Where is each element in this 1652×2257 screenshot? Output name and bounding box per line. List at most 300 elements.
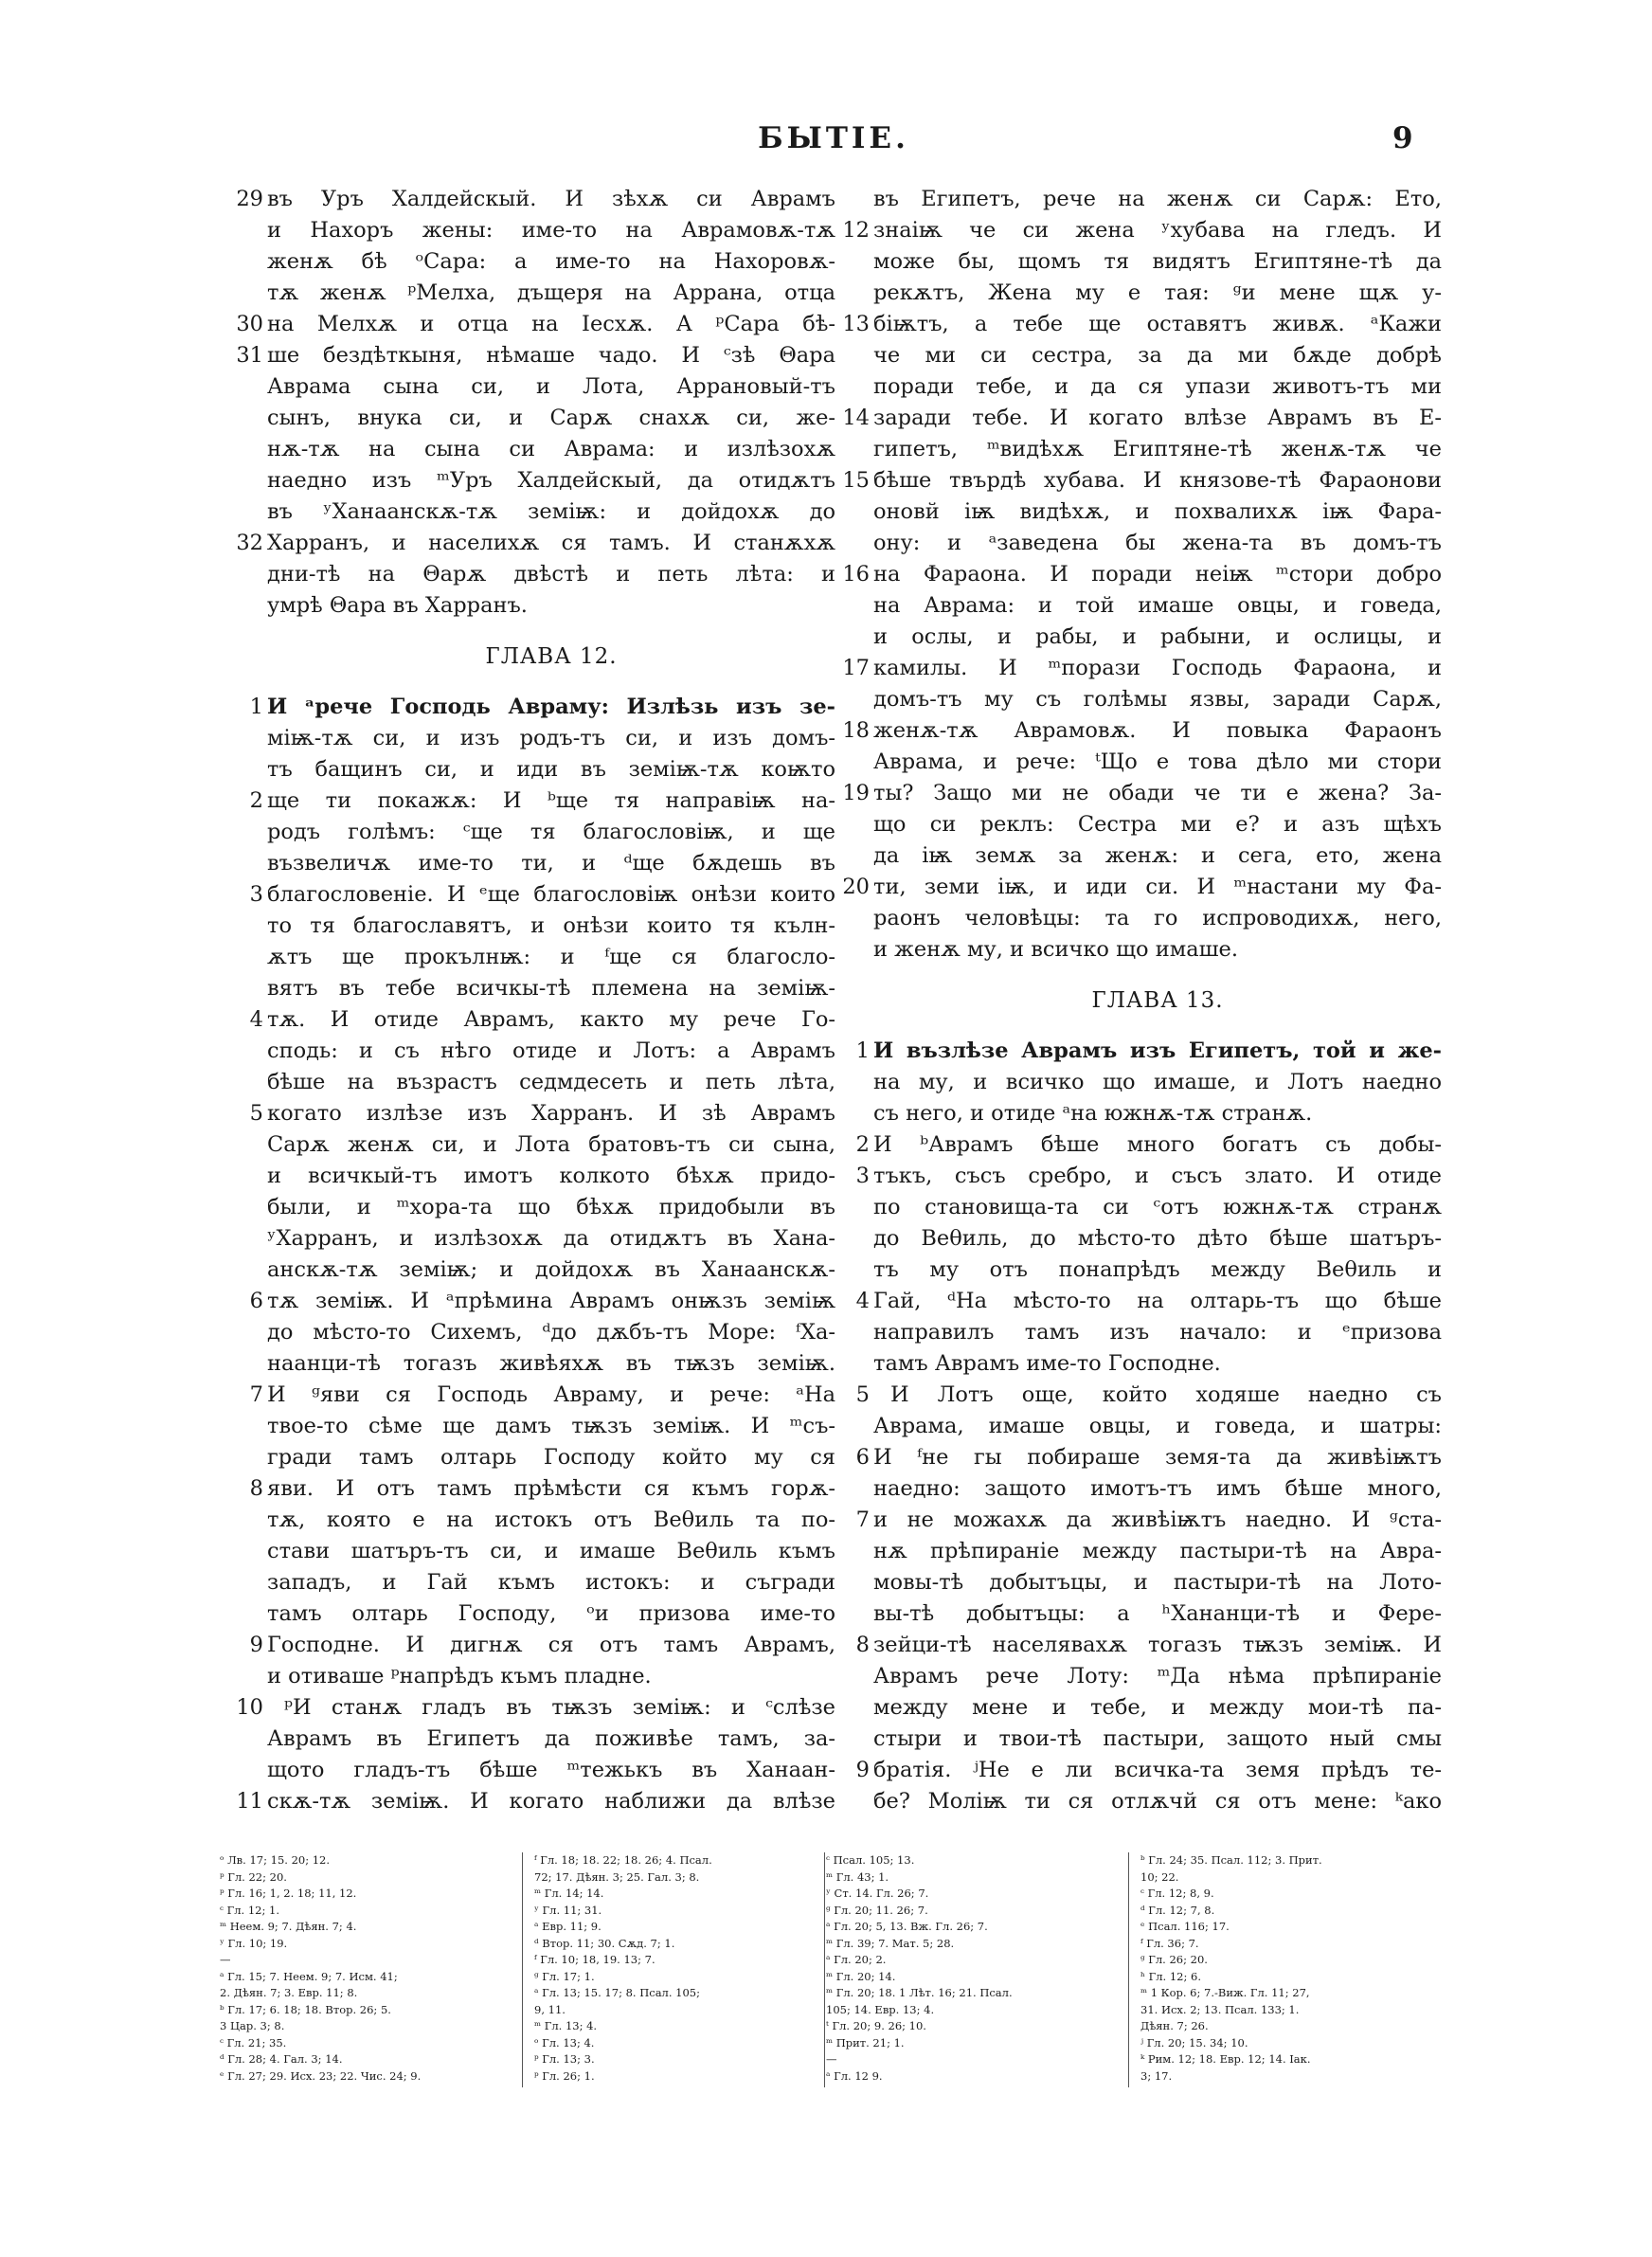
text-line [220, 1192, 835, 1223]
verse-number: 2 [249, 788, 263, 813]
text-line [220, 1348, 835, 1380]
text-line [826, 778, 1442, 809]
text-line [220, 848, 835, 879]
text-line [826, 747, 1442, 778]
verse-number: 17 [842, 656, 870, 680]
text-line [826, 872, 1442, 903]
verse-text: міѭ-тѫ си, и изъ родъ-тъ си, и изъ домъ- [267, 726, 835, 750]
verse-text: направилъ тамъ изъ начало: и ᵉпризова [873, 1320, 1442, 1345]
footnote-line: ᶜ Гл. 21; 35. [220, 2035, 287, 2049]
verse-number: 18 [842, 718, 870, 743]
text-line [220, 1286, 835, 1317]
verse-text: вы-тѣ добытъцы: а ʰХананци-тѣ и Фере- [873, 1601, 1442, 1626]
text-line [220, 1098, 835, 1129]
text-line [826, 1630, 1442, 1661]
verse-number: 6 [855, 1445, 870, 1470]
text-line [220, 465, 835, 497]
text-line [826, 1317, 1442, 1348]
left-column [220, 184, 835, 1817]
text-line [826, 1473, 1442, 1505]
verse-text: поради тебе, и да ся упази животъ-тъ ми [873, 374, 1442, 399]
verse-text: тѫ земіѭ. И ᵃпрѣмина Аврамъ онѭзъ земіѭ [267, 1289, 835, 1313]
verse-text: на Аврама: и той имаше овцы, и говеда, [873, 593, 1442, 618]
verse-text: бе? Моліѭ ти ся отлѫчй ся отъ мене: ᵏако [873, 1789, 1442, 1814]
verse-text: скѫ-тѫ земіѭ. И когато наближи да влѣзе [267, 1789, 835, 1814]
footnote-line: ᵃ Гл. 20; 5, 13. Вж. Гл. 26; 7. [826, 1920, 988, 1933]
text-line [826, 1442, 1442, 1473]
verse-number: 8 [249, 1476, 263, 1501]
text-line [220, 1786, 835, 1817]
footnote-line: ᶠ Гл. 10; 18, 19. 13; 7. [534, 1953, 655, 1966]
verse-text: ону: и ᵃзаведена бы жена-та въ домъ-тъ [873, 531, 1442, 555]
text-line [826, 1161, 1442, 1192]
footnote-line: ʸ Ст. 14. Гл. 26; 7. [826, 1887, 929, 1900]
text-line [826, 371, 1442, 403]
verse-text: сынъ, внука си, и Сарѫ снахѫ си, же- [267, 406, 835, 430]
verse-number: 2 [855, 1132, 870, 1157]
verse-text: ти, земи іѭ, и иди си. И ᵐнастани му Фа- [873, 875, 1442, 899]
verse-text: че ми си сестра, за да ми бѫде добрѣ [873, 343, 1442, 368]
footnotes-right-a [826, 1852, 1120, 2085]
right-column [826, 184, 1442, 1817]
verse-text: домъ-тъ му съ голѣмы язвы, заради Сарѫ, [873, 687, 1442, 712]
verse-text: тѫ женѫ ᵖМелха, дъщеря на Аррана, отца [267, 280, 835, 305]
verse-text: въ Египетъ, рече на женѫ си Сарѫ: Ето, [873, 187, 1442, 211]
footnote-line: ᵍ Гл. 17; 1. [534, 1969, 595, 1983]
verse-text: ще ти покажѫ: И ᵇще тя направіѭ на- [267, 788, 835, 813]
verse-number: 7 [855, 1508, 870, 1532]
verse-text: Харранъ, и населихѫ ся тамъ. И станѫхѫ [267, 531, 835, 555]
footnote-divider [522, 1852, 523, 2087]
verse-number: 9 [249, 1633, 263, 1657]
verse-number: 6 [249, 1289, 263, 1313]
text-line [220, 1630, 835, 1661]
verse-text: Аврама, и рече: ᵗЩо е това дѣло ми стори [873, 749, 1442, 774]
text-line [220, 403, 835, 434]
text-line [220, 1411, 835, 1442]
text-line [826, 1286, 1442, 1317]
verse-text: знаіѭ че си жена ʸхубава на гледъ. И [873, 218, 1442, 243]
page-number: 9 [1392, 121, 1413, 155]
text-line [826, 528, 1442, 559]
verse-number: 13 [842, 312, 870, 336]
footnote-line: ᵏ Рим. 12; 18. Евр. 12; 14. Іак. [1140, 2052, 1311, 2066]
verse-text: сподь: и съ нѣго отиде и Лотъ: а Аврамъ [267, 1038, 835, 1063]
footnote-line: ᵖ Гл. 16; 1, 2. 18; 11, 12. [220, 1887, 357, 1900]
footnote-line: ᵈ Гл. 28; 4. Гал. 3; 14. [220, 2052, 343, 2066]
footnote-line: ᵖ Гл. 22; 20. [220, 1869, 287, 1884]
verse-text: родъ голѣмъ: ᶜще тя благословіѭ, и ще [267, 820, 835, 844]
footnote-line: 3 Цар. 3; 8. [220, 2019, 285, 2032]
text-line [826, 653, 1442, 684]
footnote-line: ᶜ Псал. 105; 13. [826, 1853, 915, 1867]
verse-text: ты? Защо ми не обади че ти е жена? За- [873, 781, 1442, 805]
text-line [220, 246, 835, 278]
text-line [826, 684, 1442, 715]
text-line [826, 1536, 1442, 1567]
text-line [220, 1036, 835, 1067]
chapter-heading: ГЛАВА 12. [485, 644, 618, 669]
verse-text: Гай, ᵈНа мѣсто-то на олтарь-тъ що бѣше [873, 1289, 1442, 1313]
verse-number: 4 [249, 1007, 263, 1032]
footnote-line: ᵐ Гл. 43; 1. [826, 1869, 889, 1884]
text-line [826, 1348, 1442, 1380]
text-line [220, 1536, 835, 1567]
text-line [220, 785, 835, 817]
text-line [220, 1223, 835, 1255]
verse-text: благословеніе. И ᵉще благословіѭ онѣзи които [267, 882, 835, 907]
footnote-line: ᵃ Гл. 13; 15. 17; 8. Псал. 105; [534, 1986, 700, 1999]
verse-text: стави шатъръ-тъ си, и имаше Веθиль къмъ [267, 1539, 835, 1563]
footnote-line: ᵃ Гл. 15; 7. Неем. 9; 7. Исм. 41; [220, 1969, 398, 1983]
text-line [220, 879, 835, 911]
verse-number: 29 [236, 187, 263, 211]
footnotes-left-b [534, 1852, 828, 2085]
footnote-line: 2. Дѣян. 7; 3. Евр. 11; 8. [220, 1986, 358, 1999]
text-line [220, 1004, 835, 1036]
footnote-divider [1128, 1852, 1129, 2087]
verse-text: гради тамъ олтарь Господу който му ся [267, 1445, 835, 1470]
verse-text: да іѭ земѫ за женѫ: и сега, ето, жена [873, 843, 1442, 868]
footnote-line: ᵐ 1 Кор. 6; 7.-Виж. Гл. 11; 27, [1140, 1986, 1310, 1999]
footnote-line: ᵐ Гл. 20; 14. [826, 1969, 896, 1983]
text-line [826, 1505, 1442, 1536]
verse-text: бѣше на възрастъ седмдесеть и петь лѣта, [267, 1070, 835, 1094]
text-line [826, 622, 1442, 653]
footnote-line: ᵈ Гл. 12; 7, 8. [1140, 1903, 1215, 1917]
verse-number: 1 [855, 1038, 870, 1063]
verse-number: 14 [842, 406, 870, 430]
verse-text: рекѫтъ, Жена му е тая: ᵍи мене щѫ у- [873, 280, 1442, 305]
verse-text: наедно изъ ᵐУръ Халдейскый, да отидѫтъ [267, 468, 835, 493]
verse-number: 8 [855, 1633, 870, 1657]
verse-text: възвеличѫ име-то ти, и ᵈще бѫдешь въ [267, 851, 835, 876]
text-line [220, 340, 835, 371]
text-line [220, 692, 835, 723]
verse-text: нѫ-тѫ на сына си Аврама: и излѣзохѫ [267, 437, 835, 461]
verse-number: 32 [236, 531, 263, 555]
footnote-line: ᵐ Гл. 39; 7. Мат. 5; 28. [826, 1936, 955, 1950]
verse-number: 16 [842, 562, 870, 587]
footnote-line: ᵐ Неем. 9; 7. Дѣян. 7; 4. [220, 1920, 357, 1933]
verse-number: 5 [855, 1382, 870, 1407]
footnotes-right-b [1140, 1852, 1434, 2085]
chapter-heading: ГЛАВА 13. [1091, 988, 1224, 1013]
text-line [826, 1411, 1442, 1442]
verse-text: наанци-тѣ тогазъ живѣяхѫ въ тѭзъ земіѭ. [267, 1351, 835, 1376]
verse-text: по становища-та си ᶜотъ южнѫ-тѫ странѫ [873, 1195, 1442, 1219]
verse-number: 12 [842, 218, 870, 243]
text-line [220, 1567, 835, 1598]
footnote-line: ᵐ Прит. 21; 1. [826, 2035, 905, 2049]
text-line [826, 903, 1442, 934]
verse-text: и ослы, и рабы, и рабыни, и ослицы, и [873, 624, 1442, 649]
footnote-line: ᵖ Гл. 26; 1. [534, 2068, 595, 2083]
text-line [220, 1598, 835, 1630]
column-divider [824, 1852, 825, 2087]
text-line [220, 1067, 835, 1098]
verse-text: Сарѫ женѫ си, и Лота братовъ-тъ си сына, [267, 1132, 835, 1157]
footnote-line: ᵐ Гл. 14; 14. [534, 1887, 604, 1900]
text-line [826, 278, 1442, 309]
text-line [826, 1786, 1442, 1817]
text-line [826, 1192, 1442, 1223]
verse-text: въ ʸХанаанскѫ-тѫ земіѭ: и дойдохѫ до [267, 499, 835, 524]
footnote-line: ᵒ Гл. 13; 4. [534, 2035, 595, 2049]
text-line [220, 1129, 835, 1161]
text-line [826, 246, 1442, 278]
verse-text: дни-тѣ на Θарѫ двѣстѣ и петь лѣта: и [267, 562, 835, 587]
footnote-line: ᵃ Евр. 11; 9. [534, 1920, 602, 1933]
text-line [826, 309, 1442, 340]
verse-text: бѣше твърдѣ хубава. И князове-тѣ Фараонови [873, 468, 1442, 493]
verse-number: 9 [855, 1758, 870, 1782]
verse-text: и женѫ му, и всичко що имаше. [873, 937, 1239, 962]
verse-text: И ᶠне гы побираше земя-та да живѣіѭтъ [873, 1445, 1442, 1470]
verse-number: 5 [249, 1101, 263, 1126]
text-line [220, 434, 835, 465]
verse-text: тъ му отъ понапрѣдъ между Веθиль и [873, 1257, 1442, 1282]
text-line [826, 1067, 1442, 1098]
footnote-line: 31. Исх. 2; 13. Псал. 133; 1. [1140, 2002, 1300, 2016]
running-header-title: БЫТІЕ. [758, 121, 909, 155]
verse-text: оновй іѭ видѣхѫ, и похвалихѫ іѭ Фара- [873, 499, 1442, 524]
text-line [220, 371, 835, 403]
text-line [220, 1442, 835, 1473]
text-line [220, 1692, 835, 1724]
text-line [220, 973, 835, 1004]
footnote-line: ᵇ Гл. 17; 6. 18; 18. Втор. 26; 5. [220, 2002, 391, 2016]
verse-text: може бы, щомъ тя видятъ Египтяне-тѣ да [873, 249, 1442, 274]
text-line [826, 497, 1442, 528]
text-line [826, 1223, 1442, 1255]
text-line [220, 1505, 835, 1536]
text-line [826, 1567, 1442, 1598]
verse-text: на Фараона. И поради неіѭ ᵐстори добро [873, 562, 1442, 587]
footnote-line: 10; 22. [1140, 1869, 1179, 1884]
verse-text: тѫ. И отиде Аврамъ, както му рече Го- [267, 1007, 835, 1032]
footnote-line: ᶠ Гл. 18; 18. 22; 18. 26; 4. Псал. [534, 1853, 712, 1867]
verse-text: съ него, и отиде ᵃна южнѫ-тѫ странѫ. [873, 1101, 1313, 1126]
text-line [826, 403, 1442, 434]
text-line [220, 1755, 835, 1786]
verse-text: стыри и твои-тѣ пастыри, защото ный смы [873, 1726, 1442, 1751]
footnote-line: 72; 17. Дѣян. 3; 25. Гал. 3; 8. [534, 1869, 700, 1884]
verse-text: до мѣсто-то Сихемъ, ᵈдо дѫбъ-тъ Море: ᶠХа- [267, 1320, 835, 1345]
text-line [826, 840, 1442, 872]
verse-text: тъ бащинъ си, и иди въ земіѭ-тѫ коѭто [267, 757, 835, 782]
verse-text: зейци-тѣ населявахѫ тогазъ тѭзъ земіѭ. И [873, 1633, 1442, 1657]
footnote-line: ᵖ Гл. 13; 3. [534, 2052, 595, 2066]
text-line [220, 528, 835, 559]
footnote-line: 3; 17. [1140, 2068, 1173, 2083]
text-line [826, 715, 1442, 747]
verse-text: и всичкый-тъ имотъ колкото бѣхѫ придо- [267, 1164, 835, 1188]
footnote-line: ᵉ Гл. 27; 29. Исх. 23; 22. Чис. 24; 9. [220, 2068, 422, 2083]
footnote-line: ᵍ Гл. 26; 20. [1140, 1953, 1208, 1966]
footnotes-left-a [220, 1852, 513, 2085]
footnote-line: Дѣян. 7; 26. [1140, 2019, 1209, 2032]
verse-text: Аврама сына си, и Лота, Аррановый-тъ [267, 374, 835, 399]
verse-text: камилы. И ᵐпорази Господь Фараона, и [873, 656, 1442, 680]
text-line [826, 1255, 1442, 1286]
text-line [826, 465, 1442, 497]
text-line [220, 1317, 835, 1348]
footnote-line: ʰ Гл. 12; 6. [1140, 1969, 1201, 1983]
verse-number: 19 [842, 781, 870, 805]
verse-text: И ᵍяви ся Господь Авраму, и рече: ᵃНа [267, 1382, 835, 1407]
verse-text: братія. ʲНе е ли всичка-та земя прѣдъ те- [873, 1758, 1442, 1782]
text-line [220, 911, 835, 942]
text-line [220, 1661, 835, 1692]
footnote-line: — [220, 1953, 231, 1966]
verse-text-with-initial: И възлѣзе Аврамъ изъ Египетъ, той и же- [873, 1038, 1442, 1063]
verse-number: 7 [249, 1382, 263, 1407]
verse-text: тамъ Аврамъ име-то Господне. [873, 1351, 1221, 1376]
text-line [826, 1380, 1442, 1411]
verse-text: то тя благославятъ, и онѣзи които тя кълн- [267, 913, 835, 938]
text-line [220, 723, 835, 754]
verse-number: 31 [236, 343, 263, 368]
footnote-line: ᵐ Гл. 20; 18. 1 Лѣт. 16; 21. Псал. [826, 1986, 1013, 1999]
text-line [220, 1473, 835, 1505]
verse-text: женѫ-тѫ Аврамовѫ. И повыка Фараонъ [873, 718, 1442, 743]
verse-text: ше бездѣткыня, нѣмаше чадо. И ᶜзѣ Θара [267, 343, 835, 368]
text-line [220, 1380, 835, 1411]
text-line [826, 1724, 1442, 1755]
text-line [826, 590, 1442, 622]
verse-number: 11 [236, 1789, 263, 1814]
text-line [220, 817, 835, 848]
text-line [826, 1661, 1442, 1692]
verse-text: И ᵇАврамъ бѣше много богатъ съ добы- [873, 1132, 1442, 1157]
left-column-text [220, 184, 835, 1817]
verse-text: когато излѣзе изъ Харранъ. И зѣ Аврамъ [267, 1101, 835, 1126]
text-line [826, 809, 1442, 840]
text-line [826, 1129, 1442, 1161]
verse-text: были, и ᵐхора-та що бѣхѫ придобыли въ [267, 1195, 835, 1219]
verse-text: анскѫ-тѫ земіѭ; и дойдохѫ въ Ханаанскѫ- [267, 1257, 835, 1282]
footnote-line: ᵃ Гл. 12 9. [826, 2068, 883, 2083]
verse-number: 4 [855, 1289, 870, 1313]
verse-text: женѫ бѣ ᵒСара: а име-то на Нахоровѫ- [267, 249, 835, 274]
text-line [826, 1755, 1442, 1786]
verse-text: между мене и тебе, и между мои-тѣ па- [873, 1695, 1442, 1720]
text-line [220, 215, 835, 246]
text-line [826, 934, 1442, 966]
verse-text: Аврамъ рече Лоту: ᵐДа нѣма прѣпираніе [873, 1664, 1442, 1688]
footnote-line: ᶜ Гл. 12; 1. [220, 1903, 280, 1917]
verse-text: яви. И отъ тамъ прѣмѣсти ся къмъ горѫ- [267, 1476, 835, 1501]
verse-text: заради тебе. И когато влѣзе Аврамъ въ Е- [873, 406, 1442, 430]
verse-text: раонъ человѣцы: та го испроводихѫ, него, [873, 906, 1442, 930]
footnote-line: ᵃ Гл. 20; 2. [826, 1953, 887, 1966]
text-line [826, 434, 1442, 465]
text-line [826, 215, 1442, 246]
verse-text: и не можахѫ да живѣіѭтъ наедно. И ᵍста- [873, 1508, 1442, 1532]
text-line [220, 1724, 835, 1755]
verse-text: ʸХарранъ, и излѣзохѫ да отидѫтъ въ Хана- [267, 1226, 835, 1251]
verse-number: 3 [249, 882, 263, 907]
verse-text: вятъ въ тебе всичкы-тѣ племена на земіѭ- [267, 976, 835, 1001]
verse-text: тамъ олтарь Господу, ᵒи призова име-то [267, 1601, 835, 1626]
verse-text: гипетъ, ᵐвидѣхѫ Египтяне-тѣ женѫ-тѫ че [873, 437, 1442, 461]
verse-text: на Мелхѫ и отца на Іесхѫ. А ᵖСара бѣ- [267, 312, 835, 336]
footnote-line: ʸ Гл. 11; 31. [534, 1903, 602, 1917]
text-line [220, 309, 835, 340]
verse-text: наедно: защото имотъ-тъ имъ бѣше много, [873, 1476, 1442, 1501]
text-line [220, 754, 835, 785]
verse-text: и отиваше ᵖнапрѣдъ къмъ пладне. [267, 1664, 652, 1688]
footnote-line: ʲ Гл. 20; 15. 34; 10. [1140, 2035, 1248, 2049]
verse-text: твое-то сѣме ще дамъ тѭзъ земіѭ. И ᵐсъ- [267, 1414, 835, 1438]
text-line [220, 590, 835, 622]
text-line [826, 340, 1442, 371]
verse-text: на му, и всичко що имаше, и Лотъ наедно [873, 1070, 1442, 1094]
verse-number: 15 [842, 468, 870, 493]
text-line [220, 1255, 835, 1286]
footnote-line: ᵈ Втор. 11; 30. Сѫд. 7; 1. [534, 1936, 675, 1950]
footnote-line: ᵍ Гл. 20; 11. 26; 7. [826, 1903, 928, 1917]
footnote-line: ᵇ Гл. 24; 35. Псал. 112; 3. Прит. [1140, 1853, 1322, 1867]
verse-text: Аврама, имаше овцы, и говеда, и шатры: [873, 1414, 1442, 1438]
text-line [826, 1036, 1442, 1067]
verse-text: мовы-тѣ добытъцы, и пастыри-тѣ на Лото- [873, 1570, 1442, 1595]
verse-number: 20 [842, 875, 870, 899]
footnote-line: — [826, 2052, 837, 2066]
text-line [220, 942, 835, 973]
verse-text: щото гладъ-тъ бѣше ᵐтежькъ въ Ханаан- [267, 1758, 835, 1782]
verse-text: западъ, и Гай къмъ истокъ: и съгради [267, 1570, 835, 1595]
verse-number: 3 [855, 1164, 870, 1188]
text-line [220, 497, 835, 528]
verse-text: тъкъ, съсъ сребро, и съсъ злато. И отиде [873, 1164, 1442, 1188]
verse-text: до Веθиль, до мѣсто-то дѣто бѣше шатъръ- [873, 1226, 1442, 1251]
verse-number: 10 [236, 1695, 263, 1720]
verse-text: умрѣ Θара въ Харранъ. [267, 593, 528, 618]
verse-text: и Нахоръ жены: име-то на Аврамовѫ-тѫ [267, 218, 835, 243]
verse-number: 1 [249, 695, 263, 719]
footnote-line: 105; 14. Евр. 13; 4. [826, 2002, 935, 2016]
verse-text: И Лотъ още, който ходяше наедно съ [890, 1382, 1442, 1407]
text-line [826, 1098, 1442, 1129]
verse-text: Господне. И дигнѫ ся отъ тамъ Аврамъ, [267, 1633, 835, 1657]
verse-text: тѫ, която е на истокъ отъ Веθиль та по- [267, 1508, 835, 1532]
verse-text: нѫ прѣпираніе между пастыри-тѣ на Авра- [873, 1539, 1442, 1563]
footnote-line: ᵒ Лв. 17; 15. 20; 12. [220, 1853, 331, 1867]
text-line [220, 1161, 835, 1192]
text-line [826, 1598, 1442, 1630]
text-line [220, 184, 835, 215]
verse-text-with-initial: И ᵃрече Господь Авраму: Излѣзь изъ зе- [267, 695, 835, 719]
footnote-line: ᵐ Гл. 13; 4. [534, 2019, 598, 2032]
footnote-line: ᵗ Гл. 20; 9. 26; 10. [826, 2019, 926, 2032]
verse-text: въ Уръ Халдейскый. И зѣхѫ си Аврамъ [267, 187, 835, 211]
verse-text: ѫтъ ще прокълнѭ: и ᶠще ся благосло- [267, 945, 835, 969]
text-line [826, 559, 1442, 590]
text-line [826, 1692, 1442, 1724]
footnote-line: ᵉ Псал. 116; 17. [1140, 1920, 1230, 1933]
text-line [826, 184, 1442, 215]
verse-text: Аврамъ въ Египетъ да поживѣе тамъ, за- [267, 1726, 835, 1751]
right-column-text [826, 184, 1442, 1817]
text-line [220, 559, 835, 590]
footnote-line: 9, 11. [534, 2002, 566, 2016]
footnote-line: ᶠ Гл. 36; 7. [1140, 1936, 1199, 1950]
verse-text: ᵖИ станѫ гладъ въ тѭзъ земіѭ: и ᶜслѣзе [284, 1695, 835, 1720]
verse-text: біѭтъ, а тебе ще оставятъ живѫ. ᵃКажи [873, 312, 1442, 336]
footnote-line: ʸ Гл. 10; 19. [220, 1936, 288, 1950]
